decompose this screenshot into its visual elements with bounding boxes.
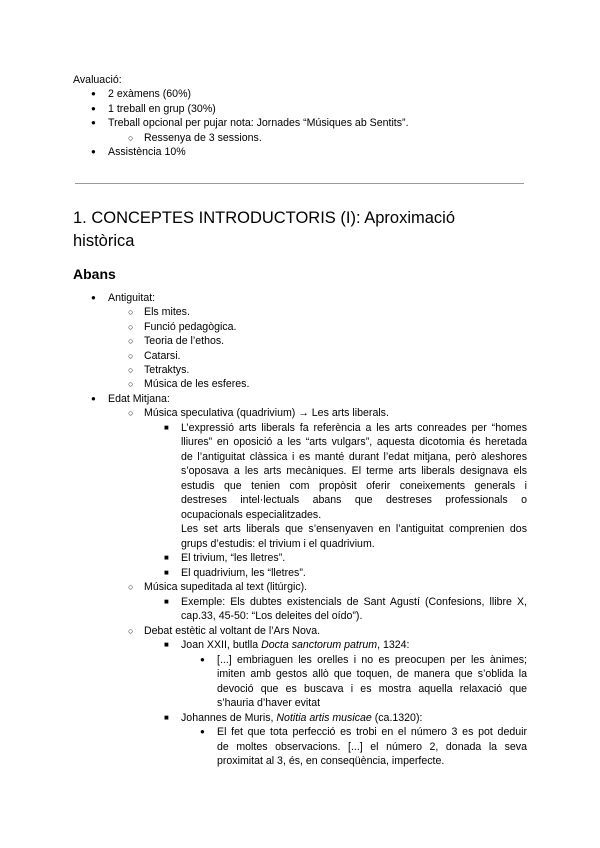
section-title-line2: històrica	[73, 232, 135, 250]
antiquity-item: Catarsi.	[144, 350, 181, 362]
bullet-circle	[128, 334, 133, 349]
antiquity-item: Tetraktys.	[144, 364, 190, 376]
bullet-circle	[128, 131, 133, 146]
paragraph-line: estudis que tenien com propòsit oferir coneixements generals i	[181, 480, 527, 492]
antiquity-label: Antiguitat:	[108, 292, 156, 304]
quote-line: devoció que es buscava i es mostra aquella relaxació que	[217, 683, 527, 695]
joan-suffix: , 1324:	[377, 639, 410, 651]
example-line: Exemple: Els dubtes existencials de Sant Agustí (Confesions, llibre X,	[181, 596, 527, 608]
quote-line: [...] embriaguen les orelles i no es preocupen per les ànimes;	[217, 654, 527, 666]
subsection-heading: Abans	[73, 266, 116, 282]
bullet-circle	[128, 406, 133, 421]
speculative-label: Música speculativa (quadrivium) → Les arts liberals.	[144, 407, 389, 419]
middle-ages-label: Edat Mitjana:	[108, 393, 170, 405]
bullet-circle	[128, 363, 133, 378]
paragraph-line: ocupacionals especialitzades.	[181, 509, 322, 521]
example-line: cap.33, 45-50: “Los deleites del oído”).	[181, 610, 363, 622]
evaluation-item: Assistència 10%	[108, 146, 186, 158]
text-subordinated-label: Música supeditada al text (litúrgic).	[144, 581, 308, 593]
quote-line: El fet que tota perfecció es trobi en el número 3 es pot deduir	[217, 726, 527, 738]
ars-nova-label: Debat estètic al voltant de l’Ars Nova.	[144, 625, 321, 637]
muris-work-title: Notitia artis musicae	[276, 712, 372, 724]
antiquity-item: Música de les esferes.	[144, 378, 250, 390]
evaluation-heading: Avaluació:	[73, 74, 122, 86]
paragraph-line: grups d’estudis: el trivium i el quadrivium.	[181, 538, 375, 550]
antiquity-item: Teoria de l’ethos.	[144, 335, 225, 347]
quote-line: s’hauria d’haver evitat	[217, 697, 321, 709]
joan-work-title: Docta sanctorum patrum	[261, 639, 378, 651]
bullet-disc	[91, 87, 96, 101]
section-title-line1: 1. CONCEPTES INTRODUCTORIS (I): Aproximació	[73, 209, 456, 227]
joan-citation	[181, 638, 410, 652]
bullet-disc	[91, 145, 96, 159]
bullet-square	[164, 421, 169, 435]
antiquity-item: Els mites.	[144, 306, 190, 318]
horizontal-rule	[75, 183, 524, 184]
bullet-disc	[200, 653, 205, 667]
paragraph-line: lliures” en oposició a les “arts vulgars”, aquesta dicotomia és heretada	[181, 436, 527, 448]
bullet-disc	[91, 392, 96, 406]
bullet-square	[164, 638, 169, 652]
trivium-item: El trivium, “les lletres”.	[181, 552, 286, 564]
quadrivium-item: El quadrivium, les “lletres”.	[181, 567, 306, 579]
bullet-disc	[91, 102, 96, 116]
paragraph-line: destreses intel·lectuals abans que destreses professionals o	[181, 494, 527, 506]
muris-citation	[181, 711, 422, 725]
joan-prefix: Joan XXII, butlla	[181, 639, 262, 651]
quote-line: proximitat al 3, és, en conseqüència, imperfecte.	[217, 755, 445, 767]
bullet-disc	[200, 725, 205, 739]
paragraph-line: s’oposava a les arts mecàniques. El terme arts liberals designava els	[181, 465, 527, 477]
evaluation-subitem: Ressenya de 3 sessions.	[144, 132, 262, 144]
evaluation-item: Treball opcional per pujar nota: Jornades “Músiques ab Sentits”.	[108, 117, 409, 129]
bullet-circle	[128, 377, 133, 392]
paragraph-line: L’expressió arts liberals fa referència a les arts conreades per “homes	[181, 422, 527, 434]
bullet-disc	[91, 291, 96, 305]
bullet-circle	[128, 305, 133, 320]
bullet-square	[164, 551, 169, 565]
paragraph-line: Les set arts liberals que s’ensenyaven en l’antiguitat comprenien dos	[181, 523, 527, 535]
bullet-square	[164, 566, 169, 580]
bullet-circle	[128, 349, 133, 364]
muris-prefix: Johannes de Muris,	[181, 712, 277, 724]
bullet-square	[164, 595, 169, 609]
muris-suffix: (ca.1320):	[371, 712, 423, 724]
bullet-disc	[91, 116, 96, 130]
quote-line: imiten amb gestos allò que toquen, de manera que s’oblida la	[217, 668, 527, 680]
paragraph-line: de l’antiguitat clàssica i es manté durant l’edat mitjana, però aleshores	[181, 451, 527, 463]
bullet-circle	[128, 580, 133, 595]
evaluation-item: 1 treball en grup (30%)	[108, 103, 216, 115]
evaluation-item: 2 exàmens (60%)	[108, 88, 192, 100]
bullet-square	[164, 711, 169, 725]
bullet-circle	[128, 320, 133, 335]
antiquity-item: Funció pedagògica.	[144, 321, 237, 333]
quote-line: de moltes observacions. [...] el número 2, donada la seva	[217, 741, 527, 753]
bullet-circle	[128, 624, 133, 639]
